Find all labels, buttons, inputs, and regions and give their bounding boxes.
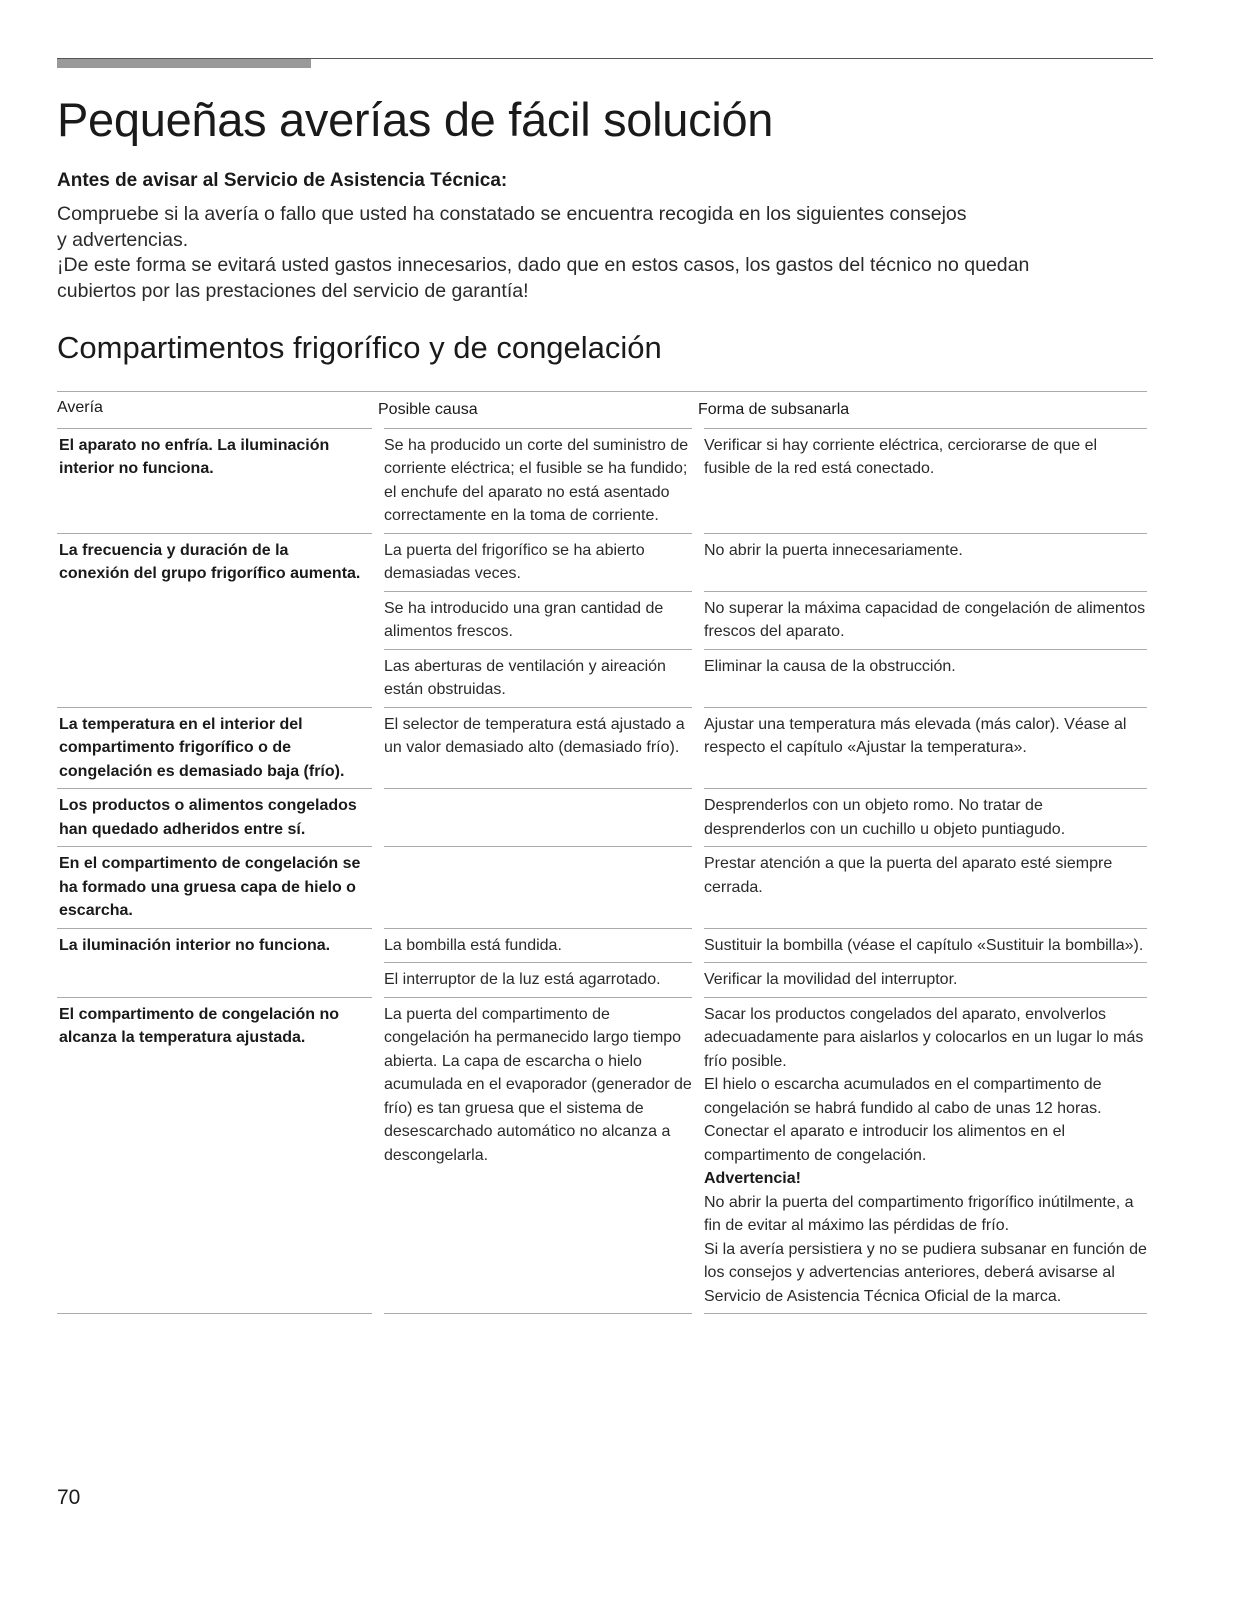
cause-cell: La puerta del compartimento de congelación ha permanecido largo tiempo abierta. La capa de escarcha o hielo acumulada en el evaporador (generador de frío) es tan gruesa que el sistema de desescarchado automático no alcanza a descongelarla. [378, 997, 698, 1314]
intro-heading: Antes de avisar al Servicio de Asistencia Técnica: [57, 170, 508, 191]
fix-paragraph: No abrir la puerta del compartimento frigorífico inútilmente, a fin de evitar al máximo las pérdidas de frío. [704, 1193, 1134, 1234]
table-row [57, 997, 1147, 1314]
fix-cell: Eliminar la causa de la obstrucción. [698, 649, 1147, 707]
column-header-fix: Forma de subsanarla [698, 392, 1147, 429]
column-header-cause: Posible causa [378, 392, 698, 429]
intro-paragraph [57, 202, 1137, 304]
page-title: Pequeñas averías de fácil solución [57, 93, 774, 146]
fault-cell: La frecuencia y duración de la conexión del grupo frigorífico aumenta. [57, 533, 378, 707]
fix-cell: No abrir la puerta innecesariamente. [698, 533, 1147, 591]
fix-cell: No superar la máxima capacidad de congelación de alimentos frescos del aparato. [698, 591, 1147, 649]
fix-cell: Prestar atención a que la puerta del aparato esté siempre cerrada. [698, 847, 1147, 929]
cause-cell: Las aberturas de ventilación y aireación están obstruidas. [378, 649, 698, 707]
cause-cell: La bombilla está fundida. [378, 928, 698, 963]
cause-cell: La puerta del frigorífico se ha abierto demasiadas veces. [378, 533, 698, 591]
troubleshooting-table [57, 391, 1147, 1314]
intro-line: y advertencias. [57, 228, 189, 251]
table-row [57, 928, 1147, 963]
fix-paragraph: El hielo o escarcha acumulados en el compartimento de congelación se habrá fundido al cabo de unas 12 horas. [704, 1076, 1102, 1117]
fault-cell: El compartimento de congelación no alcanza la temperatura ajustada. [57, 997, 378, 1314]
fault-cell: El aparato no enfría. La iluminación interior no funciona. [57, 428, 378, 533]
page-number: 70 [57, 1486, 81, 1509]
cause-cell [378, 847, 698, 929]
table-row [57, 533, 1147, 591]
fix-paragraph: Conectar el aparato e introducir los alimentos en el compartimento de congelación. [704, 1123, 1066, 1164]
fault-cell: En el compartimento de congelación se ha formado una gruesa capa de hielo o escarcha. [57, 847, 378, 929]
column-header-fault: Avería [57, 392, 378, 429]
fix-paragraph: Si la avería persistiera y no se pudiera subsanar en función de los consejos y advertencias anteriores, deberá avisarse al Servicio de Asistencia Técnica Oficial de la marca. [704, 1240, 1147, 1305]
fix-cell: Desprenderlos con un objeto romo. No tratar de desprenderlos con un cuchillo u objeto puntiagudo. [698, 789, 1147, 847]
fix-cell: Ajustar una temperatura más elevada (más calor). Véase al respecto el capítulo «Ajustar la temperatura». [698, 707, 1147, 789]
fix-cell: Verificar la movilidad del interruptor. [698, 963, 1147, 998]
fix-paragraph: Sacar los productos congelados del aparato, envolverlos adecuadamente para aislarlos y colocarlos en un lugar lo más frío posible. [704, 1005, 1144, 1070]
intro-line: ¡De este forma se evitará usted gastos innecesarios, dado que en estos casos, los gastos del técnico no quedan [57, 254, 1030, 276]
intro-line: cubiertos por las prestaciones del servicio de garantía! [57, 279, 529, 302]
cause-cell [378, 789, 698, 847]
cause-cell: Se ha producido un corte del suministro de corriente eléctrica; el fusible se ha fundido; el enchufe del aparato no está asentado correctamente en la toma de corriente. [378, 428, 698, 533]
table-row [57, 428, 1147, 533]
fix-cell [698, 997, 1147, 1314]
cause-cell: Se ha introducido una gran cantidad de alimentos frescos. [378, 591, 698, 649]
cause-cell: El interruptor de la luz está agarrotado. [378, 963, 698, 998]
fault-cell: Los productos o alimentos congelados han quedado adheridos entre sí. [57, 789, 378, 847]
table-row [57, 847, 1147, 929]
table-row [57, 707, 1147, 789]
fault-cell: La iluminación interior no funciona. [57, 928, 378, 997]
table-header-row [57, 392, 1147, 429]
fix-cell: Verificar si hay corriente eléctrica, cerciorarse de que el fusible de la red está conectado. [698, 428, 1147, 533]
intro-line: Compruebe si la avería o fallo que usted ha constatado se encuentra recogida en los siguientes consejos [57, 203, 967, 225]
cause-cell: El selector de temperatura está ajustado a un valor demasiado alto (demasiado frío). [378, 707, 698, 789]
table-row [57, 789, 1147, 847]
warning-label: Advertencia! [704, 1170, 801, 1187]
fault-cell: La temperatura en el interior del compartimento frigorífico o de congelación es demasiado baja (frío). [57, 707, 378, 789]
section-title: Compartimentos frigorífico y de congelación [57, 330, 662, 365]
fix-cell: Sustituir la bombilla (véase el capítulo «Sustituir la bombilla»). [698, 928, 1147, 963]
top-rule-accent [57, 59, 311, 68]
